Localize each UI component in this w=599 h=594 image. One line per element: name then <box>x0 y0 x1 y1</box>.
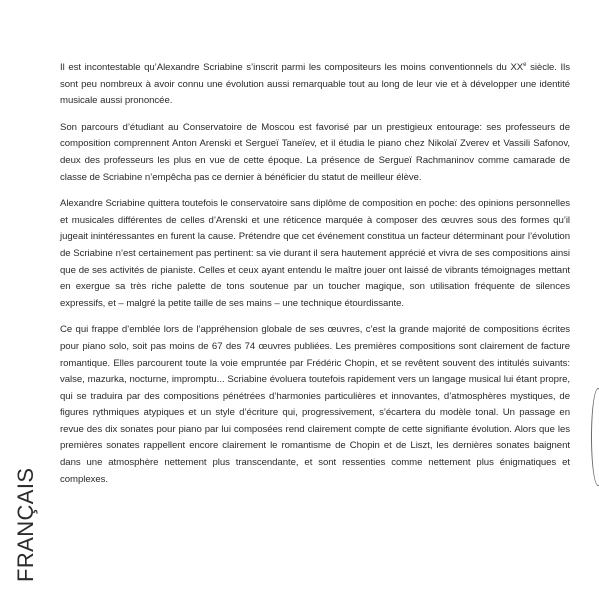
paragraph-2: Son parcours d’étudiant au Conservatoire de Moscou est favorisé par un prestigieux entourage: ses professeurs de composition comprennent Anton Arenski et Sergueï Taneïev, et il étudia le piano chez Nikolaï Zverev et Vassili Safonov, deux des professeurs les plus en vue de cette époque. La présence de Sergueï Rachmaninov comme camarade de classe de Scriabine n’empêcha pas ce dernier à bénéficier du statut de meilleur élève. <box>60 121 570 183</box>
paragraph-3: Alexandre Scriabine quittera toutefois le conservatoire sans diplôme de composition en poche: des opinions personnelles et musicales différentes de celles d’Arenski et une réticence marquée à composer des œuvres sous des formes qu’il jugeait inintéressantes en furent la cause. Prétendre que cet événement constitua un facteur déterminant pour l’évolution de Scriabine n’est certainement pas pertinent: sa vie durant il sera hautement apprécié et vivra de ses compositions ainsi que de ses activités de pianiste. Celles et ceux ayant entendu le maître jouer ont laissé de vibrants témoignages mettant en exergue sa très riche palette de tons soutenue par un toucher magique, son utilisation fréquente de silences expressifs, et – malgré la petite taille de ses mains – une technique étourdissante. <box>60 198 570 309</box>
paragraph-1-text-a: Il est incontestable qu’Alexandre Scriabine s’inscrit parmi les compositeurs les moins conventionnels du XX <box>60 62 524 73</box>
language-label: FRANÇAIS <box>13 467 38 582</box>
century-superscript: e <box>523 62 527 68</box>
paragraph-1 <box>60 60 570 110</box>
paragraph-4: Ce qui frappe d’emblée lors de l’appréhension globale de ses œuvres, c’est la grande majorité de compositions écrites pour piano solo, soit pas moins de 67 des 74 œuvres publiées. Les premières compositions sont clairement de facture romantique. Elles parcourent toute la voie empruntée par Frédéric Chopin, et se revêtent souvent des intitulés suivants: valse, mazurka, nocturne, impromptu... Scriabine évoluera toutefois rapidement vers un langage musical lui étant propre, qui se traduira par des compositions pénétrées d’harmonies particulières et innovantes, d’atmosphères mystiques, de figures rythmiques atypiques et un style d’écriture qui, progressivement, s’écartera du modèle tonal. Un passage en revue des dix sonates pour piano par lui composées rend clairement compte de cette signifiante évolution. Alors que les premières sonates rappellent encore clairement le romantisme de Chopin et de Liszt, les dernières sonates baignent dans une atmosphère nettement plus transcendante, et sont ressenties comme nettement plus énigmatiques et complexes. <box>60 324 570 485</box>
page-edge-mark <box>591 388 599 486</box>
paragraph-1-text-b: siècle. Ils sont peu nombreux à avoir connu une évolution aussi remarquable tout au long de leur vie et à développer une identité musicale aussi prononcée. <box>60 62 570 107</box>
body-text <box>60 60 570 498</box>
